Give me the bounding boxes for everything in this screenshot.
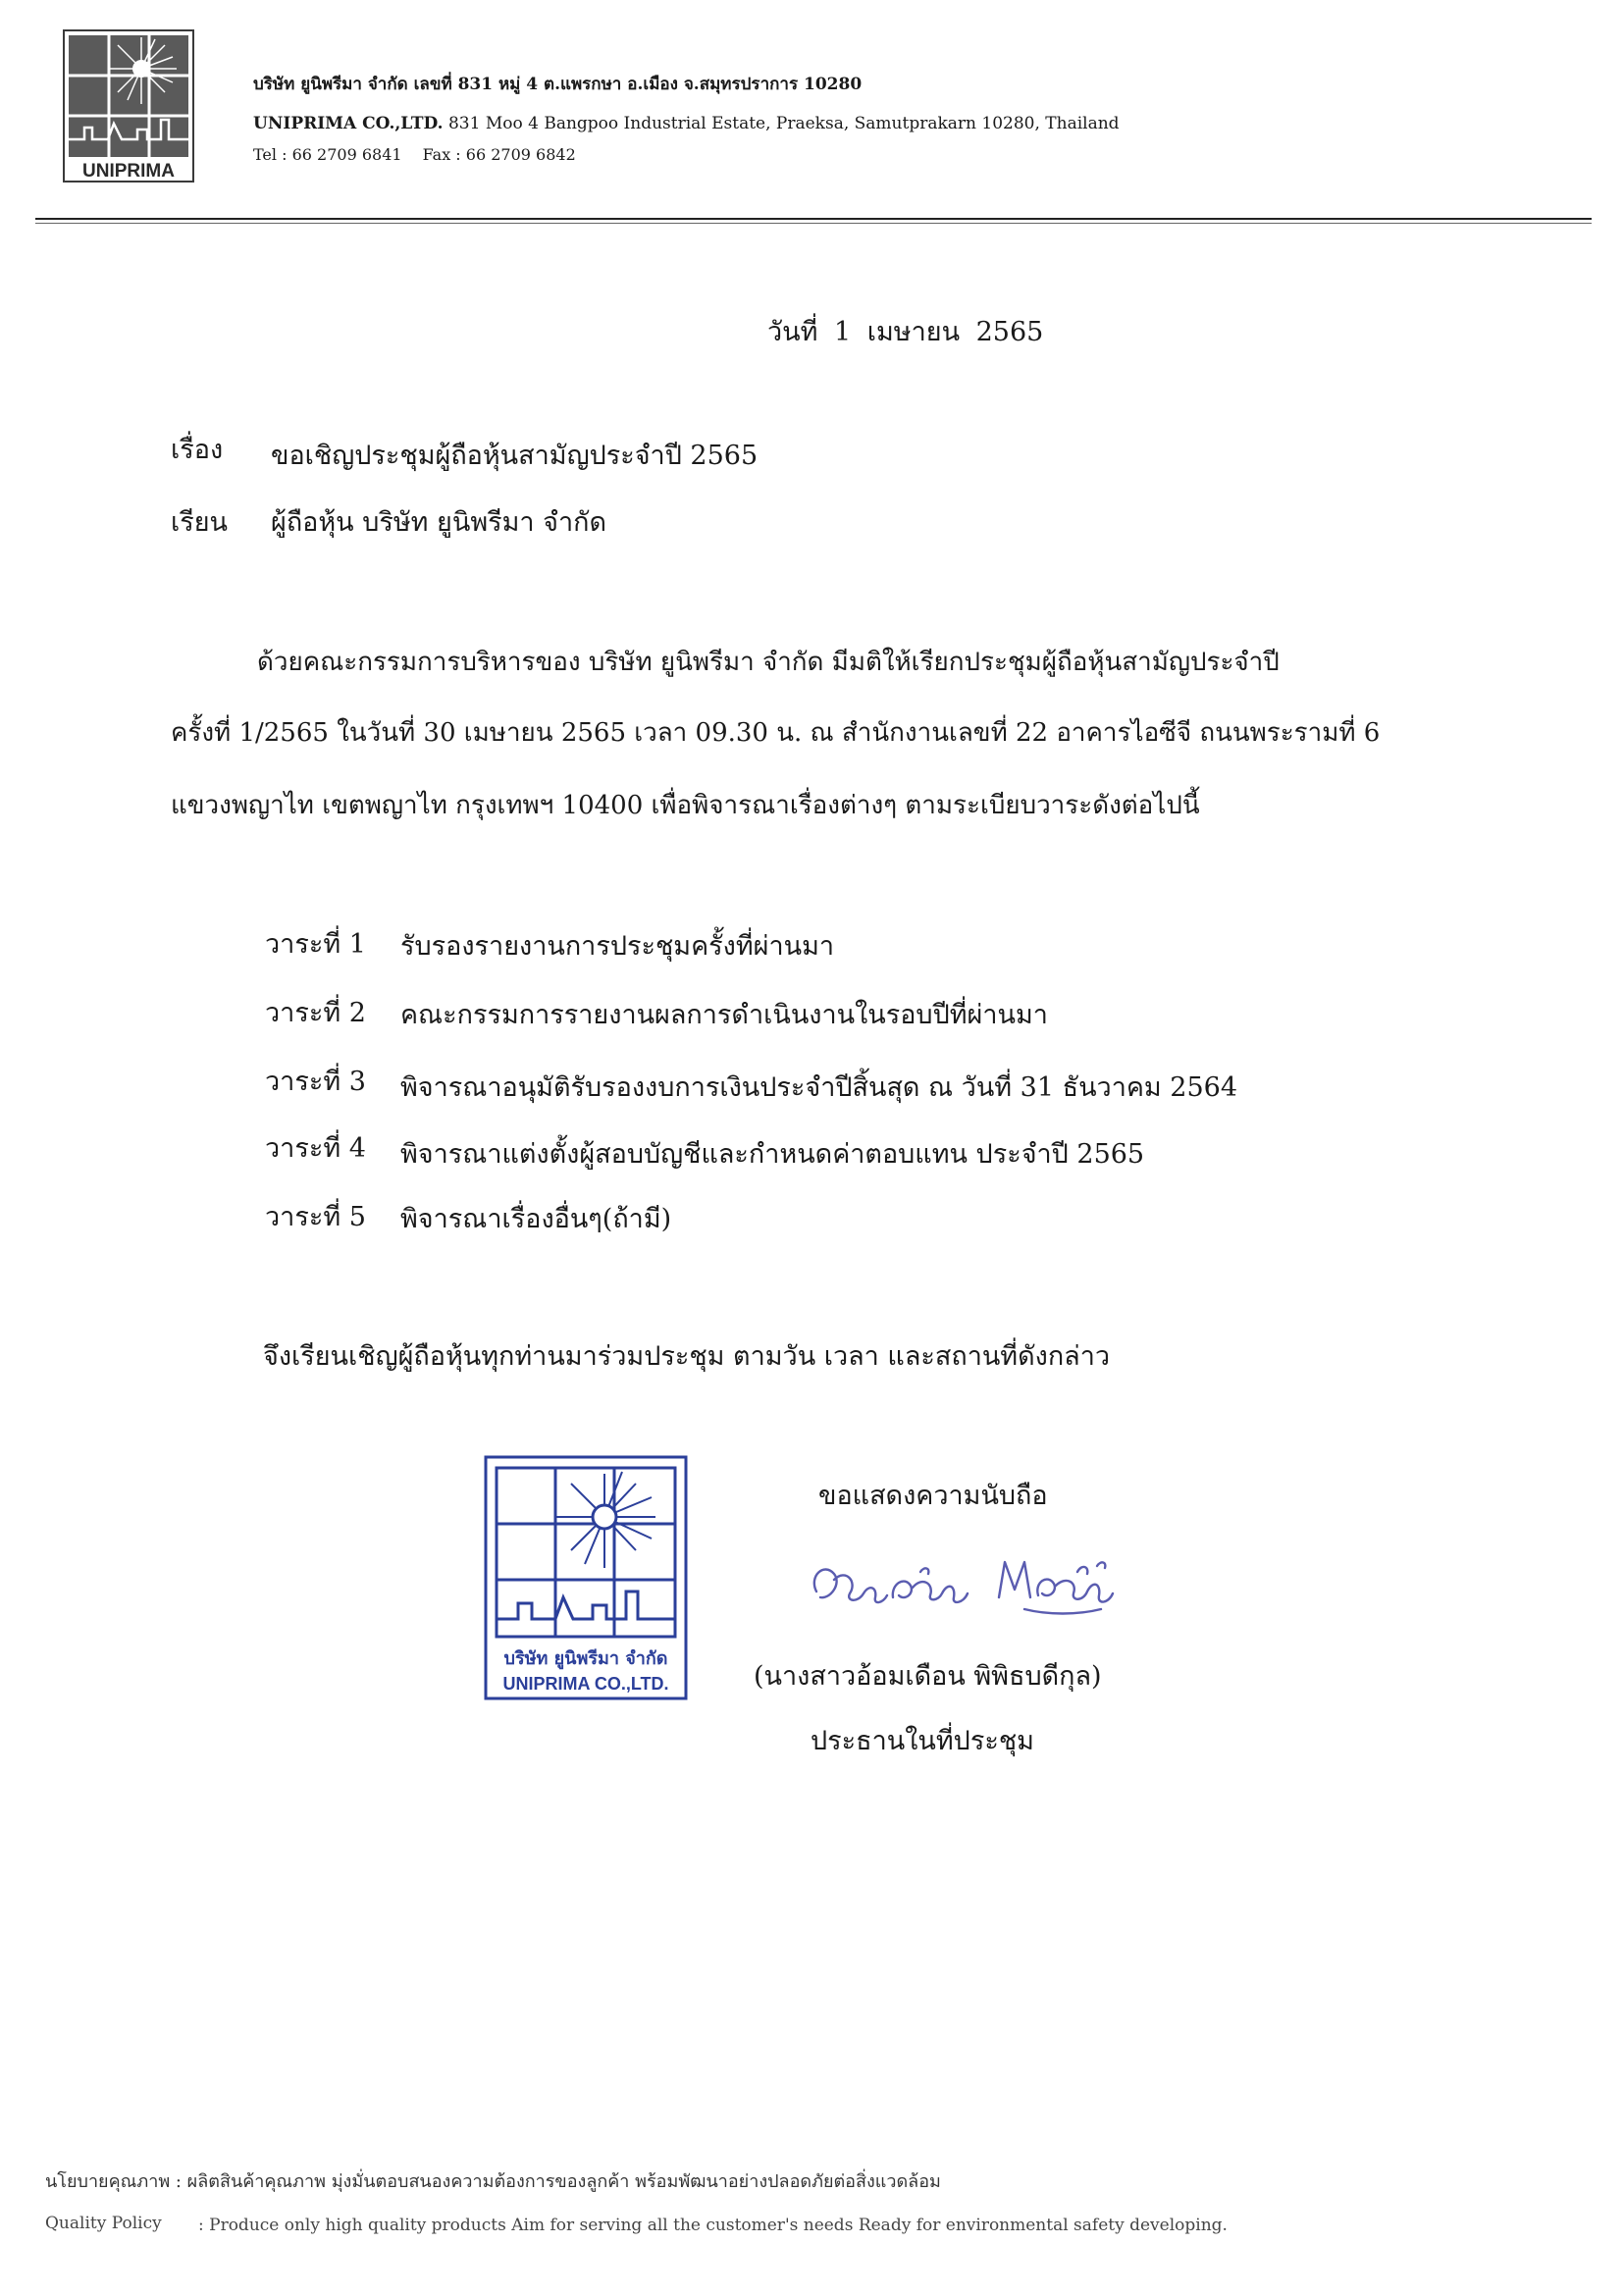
company-tel: Tel : 66 2709 6841 [253,145,402,164]
agenda-number: วาระที่ 3 [265,1067,366,1097]
agenda-number: วาระที่ 4 [265,1133,366,1164]
subject-label: เรื่อง [171,435,224,465]
closing-regards: ขอแสดงความนับถือ [818,1481,1048,1511]
closing-sentence: จึงเรียนเชิญผู้ถือหุ้นทุกท่านมาร่วมประชุม ตามวัน เวลา และสถานที่ดังกล่าว [263,1341,1111,1372]
agenda-text: พิจารณาแต่งตั้งผู้สอบบัญชีและกำหนดค่าตอบแทน ประจำปี 2565 [400,1139,1145,1170]
header-divider-thin [35,223,1592,224]
agenda-text: รับรองรายงานการประชุมครั้งที่ผ่านมา [400,931,835,962]
agenda-number: วาระที่ 1 [265,929,366,960]
handwritten-signature [803,1533,1123,1629]
quality-policy-english: : Produce only high quality products Aim for serving all the customer's needs Ready for environmental safety developing. [198,2216,1228,2235]
signer-name: (นางสาวอ้อมเดือน พิพิธบดีกุล) [754,1661,1102,1692]
company-fax: Fax : 66 2709 6842 [422,145,576,164]
paragraph-line-2: ครั้งที่ 1/2565 ในวันที่ 30 เมษายน 2565 เวลา 09.30 น. ณ สำนักงานเลขที่ 22 อาคารไอซีจี ถนนพระรามที่ 6 [171,718,1381,748]
quality-policy-thai: นโยบายคุณภาพ : ผลิตสินค้าคุณภาพ มุ่งมั่นตอบสนองความต้องการของลูกค้า พร้อมพัฒนาอย่างปลอดภัยต่อสิ่งแวดล้อม [45,2171,941,2192]
header-divider [35,218,1592,220]
company-seal-stamp [483,1454,689,1707]
paragraph-line-3: แขวงพญาไท เขตพญาไท กรุงเทพฯ 10400 เพื่อพิจารณาเรื่องต่างๆ ตามระเบียบวาระดังต่อไปนี้ [171,791,1200,820]
company-english-street: 831 Moo 4 Bangpoo Industrial Estate, Praeksa, Samutprakarn 10280, Thailand [447,114,1120,133]
recipient-label: เรียน [171,507,229,538]
subject-text: ขอเชิญประชุมผู้ถือหุ้นสามัญประจำปี 2565 [271,441,759,471]
agenda-text: คณะกรรมการรายงานผลการดำเนินงานในรอบปีที่ผ่านมา [400,1000,1048,1030]
agenda-text: พิจารณาเรื่องอื่นๆ(ถ้ามี) [400,1204,672,1234]
uniprima-logo [63,29,194,183]
quality-policy-label: Quality Policy [45,2214,162,2233]
signer-position: ประธานในที่ประชุม [811,1726,1034,1756]
recipient-text: ผู้ถือหุ้น บริษัท ยูนิพรีมา จำกัด [271,507,607,538]
letter-date: วันที่ 1 เมษายน 2565 [767,317,1044,347]
paragraph-line-1: ด้วยคณะกรรมการบริหารของ บริษัท ยูนิพรีมา จำกัด มีมติให้เรียกประชุมผู้ถือหุ้นสามัญประจำปี [257,648,1280,677]
company-english-address [253,114,1120,133]
agenda-number: วาระที่ 2 [265,998,366,1028]
stamp-thai-text: บริษัท ยูนิพรีมา จำกัด [503,1648,668,1669]
agenda-number: วาระที่ 5 [265,1202,366,1232]
logo-text: UNIPRIMA [82,161,175,182]
stamp-english-text: UNIPRIMA CO.,LTD. [502,1674,669,1694]
company-contact [253,145,592,164]
agenda-text: พิจารณาอนุมัติรับรองงบการเงินประจำปีสิ้นสุด ณ วันที่ 31 ธันวาคม 2564 [400,1072,1238,1103]
company-thai-address: บริษัท ยูนิพรีมา จำกัด เลขที่ 831 หมู่ 4 ต.แพรกษา อ.เมือง จ.สมุทรปราการ 10280 [253,75,863,94]
signature-text: อ้อมเดือน พิพิธบดีกุล [803,1533,812,1534]
company-english-name: UNIPRIMA CO.,LTD. [253,114,444,133]
